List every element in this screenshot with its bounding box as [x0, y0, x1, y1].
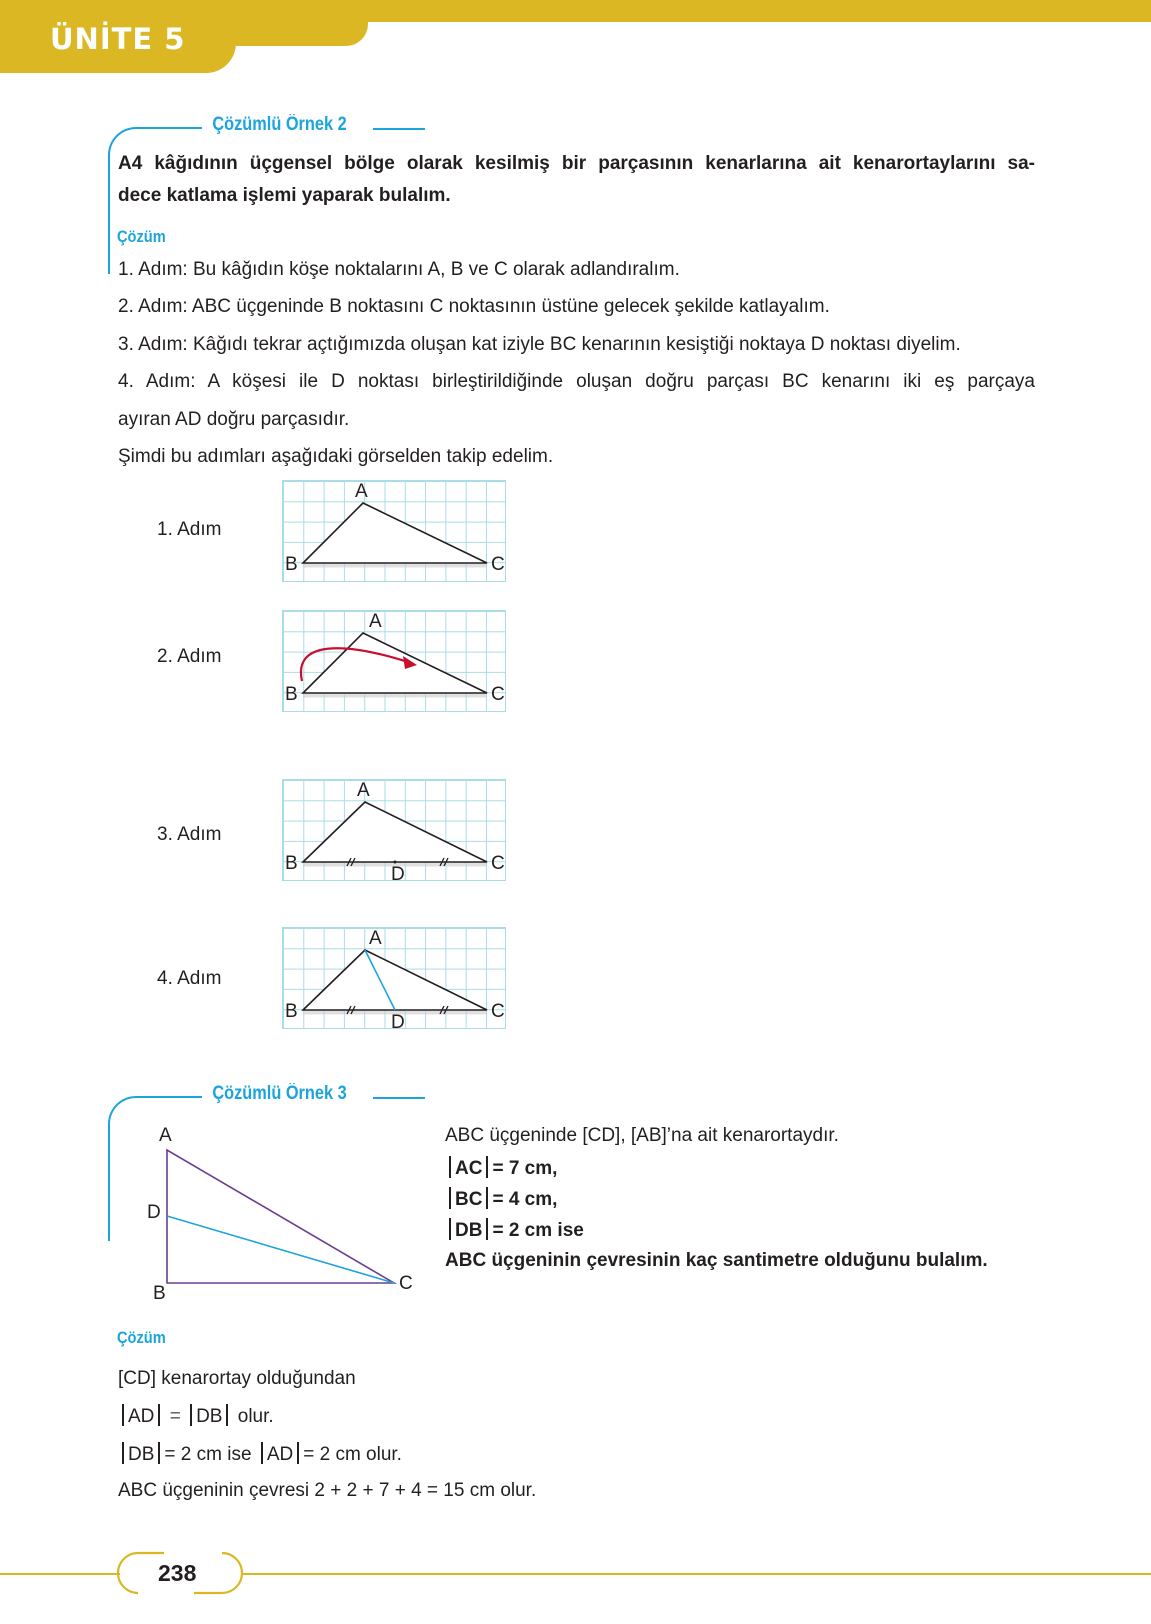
example2-question [118, 148, 1035, 212]
point-A: A [355, 481, 368, 502]
point-C: C [491, 1001, 505, 1022]
point-C: C [491, 684, 505, 705]
point-B: B [285, 684, 298, 705]
solution-line-4: ABC üçgeninin çevresi 2 + 2 + 7 + 4 = 15 cm olur. [118, 1480, 537, 1501]
point-D: D [391, 1012, 405, 1033]
solution-line-2: AD = DB olur. [118, 1404, 274, 1429]
point-C: C [491, 853, 505, 874]
ex3-point-C: C [399, 1273, 413, 1294]
point-B: B [285, 853, 298, 874]
figure-label-step3: 3. Adım [157, 824, 222, 845]
point-B: B [285, 554, 298, 575]
figure-step1-grid [282, 480, 506, 582]
point-A: A [369, 611, 382, 632]
ex3-point-B: B [153, 1283, 166, 1304]
example2-title-rule [373, 128, 425, 130]
point-A: A [357, 780, 370, 801]
solution-line-3: DB = 2 cm ise AD = 2 cm olur. [118, 1442, 402, 1467]
figure-step3-grid [282, 779, 506, 885]
figure-label-step2: 2. Adım [157, 646, 222, 667]
triangle-step1 [283, 481, 507, 583]
given-DB: DB = 2 cm ise [445, 1218, 584, 1242]
footer-rule-right [242, 1573, 1151, 1575]
figure-step2-grid [282, 610, 506, 712]
example2-question-line1: A4 kâğıdının üçgensel bölge olarak kesilmiş bir parçasının kenarlarına ait kenarortaylarını sa- [118, 153, 1035, 174]
step-text-4: 4. Adım: A köşesi ile D noktası birleştirildiğinde oluşan doğru parçası BC kenarını iki eş parçaya [118, 371, 1035, 392]
point-A: A [369, 928, 382, 949]
example2-question-line2: dece katlama işlemi yaparak bulalım. [118, 185, 451, 206]
point-B: B [285, 1001, 298, 1022]
figure-step4-grid [282, 927, 506, 1033]
step-text-2: 2. Adım: ABC üçgeninde B noktasını C noktasının üstüne gelecek şekilde katlayalım. [118, 296, 830, 317]
example3-title: Çözümlü Örnek 3 [202, 1083, 357, 1105]
follow-text: Şimdi bu adımları aşağıdaki görselden takip edelim. [118, 446, 554, 467]
unit-tab-notch [236, 22, 368, 46]
footer-rule-left [0, 1573, 120, 1575]
page-number: 238 [158, 1560, 197, 1586]
step-text-3: 3. Adım: Kâğıdı tekrar açtığımızda oluşan kat iziyle BC kenarının kesiştiği noktaya D noktası diyelim. [118, 334, 961, 355]
step-text-1: 1. Adım: Bu kâğıdın köşe noktalarını A, B ve C olarak adlandıralım. [118, 259, 680, 280]
median-CD [167, 1216, 394, 1283]
example3-question: ABC üçgeninin çevresinin kaç santimetre olduğunu bulalım. [445, 1250, 988, 1271]
ex3-point-A: A [159, 1125, 172, 1146]
ex3-point-D: D [147, 1202, 161, 1223]
given-BC: BC = 4 cm, [445, 1187, 557, 1211]
solution-line-1: [CD] kenarortay olduğundan [118, 1368, 356, 1389]
example3-title-rule [373, 1097, 425, 1099]
example3-triangle [130, 1125, 430, 1305]
example2-solution-label: Çözüm [117, 227, 166, 246]
point-C: C [491, 554, 505, 575]
example3-solution-label: Çözüm [117, 1328, 166, 1347]
figure-label-step1: 1. Adım [157, 519, 222, 540]
point-D: D [391, 864, 405, 885]
example3-given-intro: ABC üçgeninde [CD], [AB]’na ait kenarortaydır. [445, 1125, 839, 1146]
example2-title: Çözümlü Örnek 2 [202, 114, 357, 136]
given-AC: AC = 7 cm, [445, 1156, 557, 1180]
triangle-step2 [283, 611, 507, 713]
figure-label-step4: 4. Adım [157, 968, 222, 989]
step-text-4-cont: ayıran AD doğru parçasıdır. [118, 409, 350, 430]
unit-title: ÜNİTE 5 [50, 22, 186, 56]
